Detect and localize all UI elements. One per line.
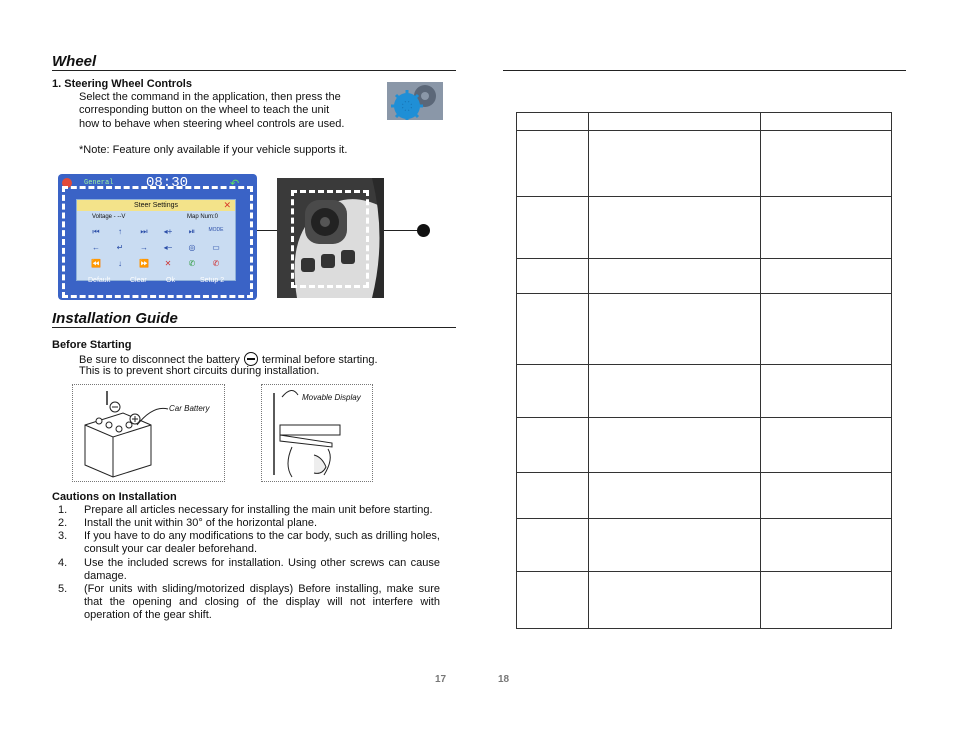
panel-title: Steer Settings [134, 202, 178, 209]
close-icon[interactable]: ✕ [223, 200, 231, 210]
table-row [517, 418, 892, 473]
caution-text-3: If you have to do any modifications to the car body, such as drilling holes, consult your car dealer beforehand. [84, 530, 440, 555]
clock: 08:30 [146, 175, 189, 191]
before-line-1b: terminal before starting. [261, 354, 378, 366]
table-row [517, 365, 892, 418]
table-row [517, 197, 892, 259]
blank-table [516, 112, 892, 629]
battery-figure [72, 384, 225, 482]
table-row [517, 519, 892, 572]
caution-num-3: 3. [58, 530, 68, 542]
caution-text-1: Prepare all articles necessary for installing the main unit before starting. [84, 504, 433, 516]
steering-line-2: corresponding button on the wheel to teach the unit [79, 104, 330, 117]
steering-paragraph [79, 91, 379, 131]
play-pause-key[interactable]: ⏯ [188, 227, 196, 236]
before-line-2: This is to prevent short circuits during installation. [79, 365, 320, 377]
steering-wheel-photo [277, 178, 384, 298]
call-answer-key[interactable]: ✆ [188, 259, 196, 268]
movable-display-figure [261, 384, 373, 482]
wheel-highlight-frame [291, 190, 369, 288]
caution-item-5 [58, 583, 440, 622]
wheel-section-title: Wheel [52, 53, 97, 70]
table-row [517, 131, 892, 197]
caution-text-4: Use the included screws for installation. Using other screws can cause damage. [84, 557, 440, 582]
menu-key[interactable]: ◎ [188, 243, 196, 252]
page-number-right: 18 [498, 674, 510, 685]
installation-section-title: Installation Guide [52, 310, 178, 327]
table-row [517, 294, 892, 365]
table-row [517, 259, 892, 294]
volume-up-key[interactable]: ◂+ [163, 227, 173, 236]
caution-num-4: 4. [58, 557, 68, 569]
wheel-title-rule [52, 70, 456, 71]
steering-note: *Note: Feature only available if your vehicle supports it. [79, 144, 348, 156]
default-button[interactable]: Default [88, 277, 111, 284]
right-title-rule [503, 70, 906, 71]
highlight-frame [62, 186, 253, 298]
volume-down-key[interactable]: ◂− [163, 243, 173, 252]
caution-item-4 [58, 557, 440, 583]
negative-terminal-icon [244, 352, 258, 366]
right-arrow-key[interactable]: → [140, 243, 148, 252]
before-starting-heading: Before Starting [52, 339, 132, 351]
page-number-left: 17 [435, 674, 447, 685]
cautions-heading: Cautions on Installation [52, 491, 177, 503]
up-arrow-key[interactable]: ↑ [118, 227, 122, 236]
ok-button[interactable]: Ok [166, 277, 175, 284]
callout-dot [417, 224, 430, 237]
map-num-readout: Map Num:0 [187, 214, 219, 220]
caution-num-1: 1. [58, 504, 68, 516]
clear-button[interactable]: Clear [130, 277, 147, 284]
mute-key[interactable]: ✕ [164, 259, 172, 268]
setup-button[interactable]: Setup 2 [200, 277, 225, 284]
table-row [517, 572, 892, 629]
gears-icon [387, 82, 443, 120]
steering-line-1: Select the command in the application, then press the [79, 91, 341, 103]
back-icon[interactable]: ↶ [230, 178, 240, 190]
before-line-1a: Be sure to disconnect the battery [79, 354, 240, 366]
steer-settings-screen [58, 174, 257, 300]
steering-line-3: how to behave when steering wheel controls are used. [79, 117, 345, 130]
caution-num-5: 5. [58, 583, 68, 595]
caution-num-2: 2. [58, 517, 68, 529]
enter-key[interactable]: ↵ [116, 243, 124, 252]
table-row [517, 473, 892, 519]
table-header-row [517, 113, 892, 131]
band-key[interactable]: ▭ [212, 243, 220, 252]
fast-forward-key[interactable]: ⏩ [139, 259, 149, 268]
caution-item-3 [58, 530, 440, 556]
caution-text-5: (For units with sliding/motorized displays) Before installing, make sure that the opening and closing of the display will not interfere with operation of the gear shift. [84, 583, 440, 621]
caution-item-2 [58, 517, 440, 530]
call-end-key[interactable]: ✆ [212, 259, 220, 268]
voltage-readout: Voltage - --V [92, 214, 126, 220]
caution-item-1 [58, 504, 440, 517]
prev-track-key[interactable]: ⏮ [92, 227, 100, 236]
installation-title-rule [52, 327, 456, 328]
app-label: General [84, 179, 114, 187]
car-battery-label: Car Battery [169, 404, 210, 413]
movable-display-label: Movable Display [302, 393, 361, 402]
caution-text-2: Install the unit within 30° of the horizontal plane. [84, 517, 318, 529]
next-track-key[interactable]: ⏭ [140, 227, 148, 236]
mode-key[interactable]: MODE [208, 227, 224, 233]
rewind-key[interactable]: ⏪ [91, 259, 101, 268]
steering-heading: 1. Steering Wheel Controls [52, 78, 192, 90]
left-arrow-key[interactable]: ← [92, 243, 100, 252]
down-arrow-key[interactable]: ↓ [118, 259, 122, 268]
